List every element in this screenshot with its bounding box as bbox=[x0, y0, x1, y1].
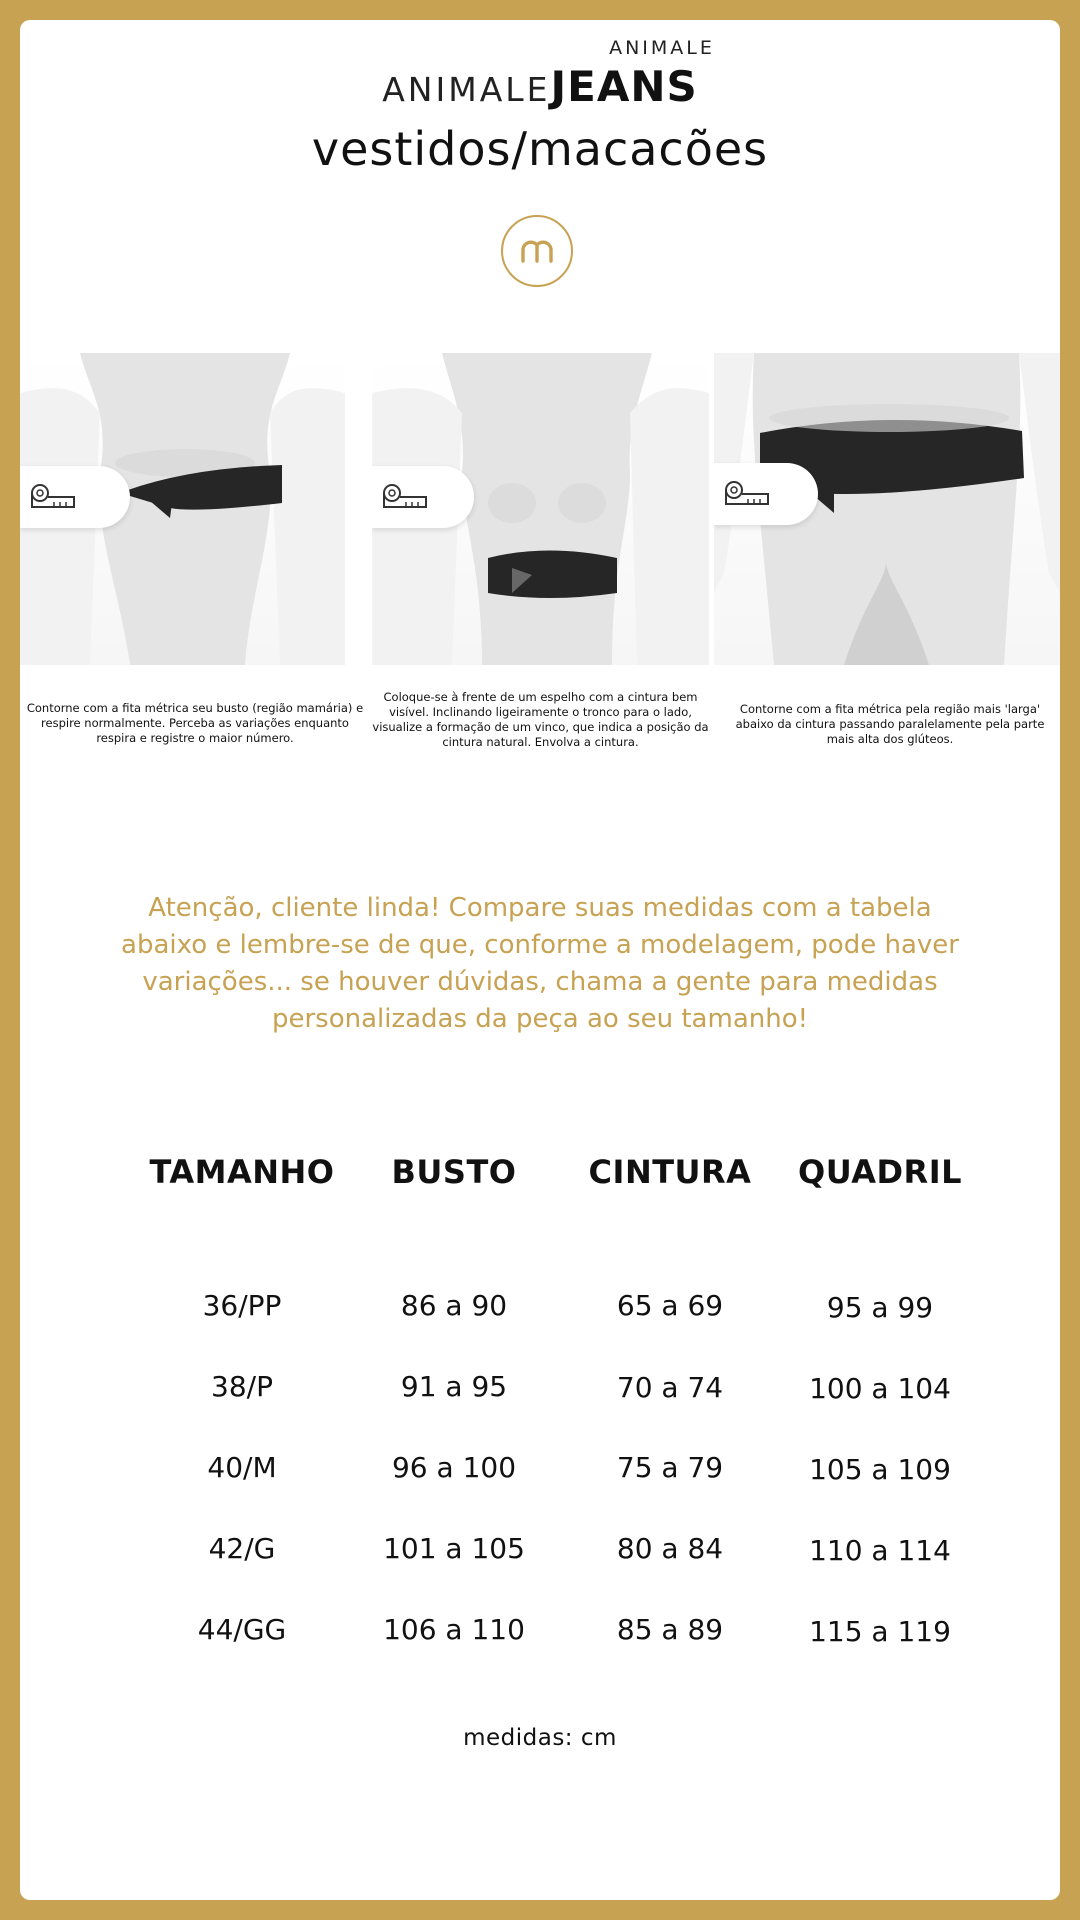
notice-text: Atenção, cliente linda! Compare suas medidas com a tabela abaixo e lembre-se de que, conforme a modelagem, pode haver variações... se houver dúvidas, chama a gente para medidas personalizadas da peça ao seu tamanho! bbox=[121, 893, 959, 1034]
brand-logo-small: ANIMALE bbox=[609, 37, 715, 59]
table-cell: 65 a 69 bbox=[616, 1289, 724, 1322]
measuring-tape-icon bbox=[20, 466, 130, 528]
table-cell: 80 a 84 bbox=[616, 1532, 724, 1565]
hip-instructions: Contorne com a fita métrica pela região mais 'larga' abaixo da cintura passando paralelamente pela parte mais alta dos glúteos. bbox=[735, 702, 1045, 746]
table-cell: 36/PP bbox=[202, 1289, 282, 1322]
table-cell: 70 a 74 bbox=[616, 1371, 724, 1404]
table-cell: 106 a 110 bbox=[383, 1613, 525, 1646]
table-cell: 44/GG bbox=[197, 1613, 287, 1646]
table-cell: 40/M bbox=[207, 1451, 277, 1484]
bust-measure-illustration bbox=[20, 353, 345, 665]
brand-logo-left: ANIMALE bbox=[382, 70, 551, 109]
unit-note: medidas: cm bbox=[463, 1725, 617, 1751]
table-cell: 91 a 95 bbox=[400, 1370, 508, 1403]
table-cell: 110 a 114 bbox=[809, 1534, 951, 1567]
table-header-cintura: CINTURA bbox=[588, 1153, 752, 1191]
table-cell: 101 a 105 bbox=[383, 1532, 525, 1565]
brand-logo-right: JEANS bbox=[550, 62, 698, 111]
brand-logo bbox=[20, 62, 1060, 110]
measuring-tape-icon bbox=[372, 466, 474, 528]
table-header-tamanho: TAMANHO bbox=[149, 1153, 335, 1191]
table-cell: 38/P bbox=[211, 1370, 273, 1403]
bust-instructions: Contorne com a fita métrica seu busto (região mamária) e respire normalmente. Perceba as variações enquanto respira e registre o maior número. bbox=[26, 701, 364, 745]
table-cell: 75 a 79 bbox=[616, 1451, 724, 1484]
waist-measure-illustration bbox=[372, 353, 709, 665]
size-guide-card bbox=[20, 20, 1060, 1900]
m-monogram-icon bbox=[501, 215, 573, 287]
measuring-tape-icon bbox=[714, 463, 818, 525]
table-cell: 100 a 104 bbox=[809, 1372, 951, 1405]
table-header-quadril: QUADRIL bbox=[798, 1153, 962, 1191]
waist-instructions: Coloque-se à frente de um espelho com a cintura bem visível. Inclinando ligeiramente o tronco para o lado, visualize a formação de um vinco, que indica a posição da cintura natural. Envolva a cintura. bbox=[372, 690, 709, 749]
page-title: vestidos/macacões bbox=[311, 122, 769, 176]
table-cell: 86 a 90 bbox=[400, 1289, 508, 1322]
hip-measure-illustration bbox=[714, 353, 1060, 665]
table-cell: 96 a 100 bbox=[391, 1451, 517, 1484]
table-cell: 85 a 89 bbox=[616, 1613, 724, 1646]
table-cell: 115 a 119 bbox=[809, 1615, 951, 1648]
table-header-busto: BUSTO bbox=[391, 1153, 517, 1191]
table-cell: 95 a 99 bbox=[826, 1291, 934, 1324]
table-cell: 105 a 109 bbox=[809, 1453, 951, 1486]
table-cell: 42/G bbox=[208, 1532, 276, 1565]
